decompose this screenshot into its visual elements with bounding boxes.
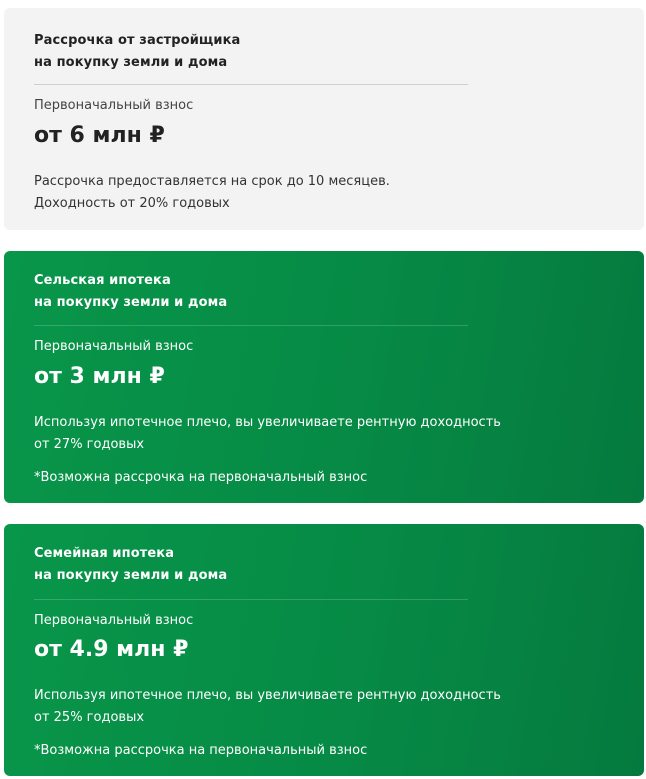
offer-description <box>34 685 594 729</box>
offer-title-line1: Семейная ипотека <box>34 546 175 561</box>
offer-description <box>34 171 594 215</box>
offer-title <box>34 30 240 74</box>
offer-card-rural-mortgage <box>4 251 644 503</box>
offer-divider <box>34 599 468 600</box>
down-payment-amount: от 6 млн ₽ <box>34 123 165 148</box>
offer-title-line1: Рассрочка от застройщика <box>34 33 241 48</box>
offer-card-installment <box>4 8 644 230</box>
offer-divider <box>34 325 468 326</box>
offer-description-line2: от 25% годовых <box>34 710 145 725</box>
offer-description <box>34 412 594 456</box>
offer-title-line1: Сельская ипотека <box>34 273 171 288</box>
offer-divider <box>34 84 468 85</box>
down-payment-amount: от 4.9 млн ₽ <box>34 637 189 662</box>
offer-title-line2: на покупку земли и дома <box>34 295 228 310</box>
offer-description-line1: Используя ипотечное плечо, вы увеличиваете рентную доходность <box>34 688 501 703</box>
offer-title-line2: на покупку земли и дома <box>34 568 228 583</box>
down-payment-label: Первоначальный взнос <box>34 98 194 113</box>
offer-title <box>34 543 227 587</box>
offer-card-family-mortgage <box>4 524 644 776</box>
offer-description-line2: от 27% годовых <box>34 437 145 452</box>
offer-description-line1: Используя ипотечное плечо, вы увеличиваете рентную доходность <box>34 415 501 430</box>
offer-description-line2: Доходность от 20% годовых <box>34 196 230 211</box>
down-payment-amount: от 3 млн ₽ <box>34 364 165 389</box>
installment-note: *Возможна рассрочка на первоначальный взнос <box>34 470 368 485</box>
offer-title <box>34 270 227 314</box>
down-payment-label: Первоначальный взнос <box>34 613 194 628</box>
offer-description-line1: Рассрочка предоставляется на срок до 10 месяцев. <box>34 174 390 189</box>
installment-note: *Возможна рассрочка на первоначальный взнос <box>34 743 368 758</box>
down-payment-label: Первоначальный взнос <box>34 339 194 354</box>
offer-title-line2: на покупку земли и дома <box>34 55 228 70</box>
